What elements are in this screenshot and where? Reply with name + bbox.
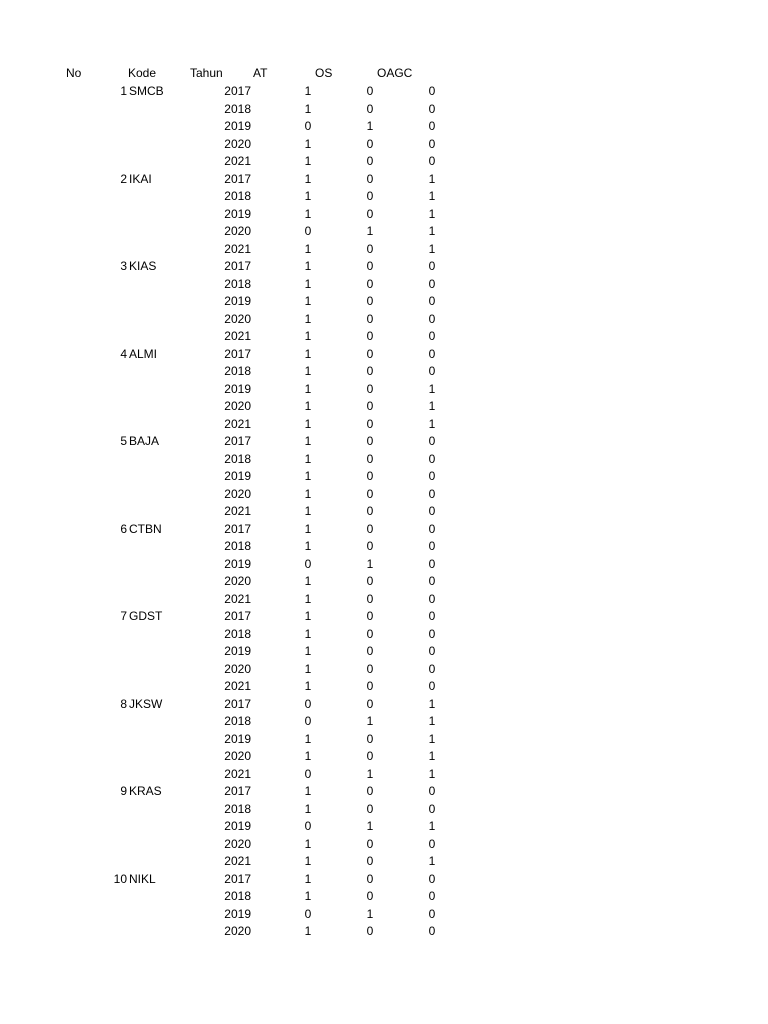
cell-tahun: 2017 xyxy=(224,784,251,798)
cell-tahun: 2019 xyxy=(224,469,251,483)
cell-at: 1 xyxy=(304,311,312,326)
cell-at: 1 xyxy=(304,381,312,396)
table-row xyxy=(0,521,768,539)
cell-os: 0 xyxy=(366,591,374,606)
cell-tahun: 2017 xyxy=(224,696,251,711)
cell-at: 0 xyxy=(304,766,312,781)
table-row xyxy=(0,311,768,329)
cell-tahun: 2018 xyxy=(224,539,251,553)
table-row xyxy=(0,451,768,469)
cell-tahun: 2017 xyxy=(224,434,251,448)
cell-os: 0 xyxy=(366,521,374,536)
cell-oagc: 0 xyxy=(428,626,436,641)
cell-at: 1 xyxy=(304,469,312,483)
cell-tahun: 2018 xyxy=(224,889,251,903)
cell-at: 1 xyxy=(304,101,312,116)
cell-no: 7 xyxy=(120,609,127,623)
cell-at: 0 xyxy=(304,119,312,133)
cell-tahun: 2018 xyxy=(224,451,251,466)
cell-at: 0 xyxy=(304,696,312,711)
cell-at: 1 xyxy=(304,399,312,413)
cell-at: 1 xyxy=(304,241,312,256)
table-row xyxy=(0,503,768,521)
cell-tahun: 2021 xyxy=(224,416,251,431)
cell-tahun: 2021 xyxy=(224,329,251,343)
table-row xyxy=(0,661,768,679)
table-row xyxy=(0,591,768,609)
cell-os: 1 xyxy=(366,766,374,781)
cell-tahun: 2019 xyxy=(224,119,251,133)
cell-oagc: 0 xyxy=(428,784,436,798)
cell-at: 1 xyxy=(304,171,312,186)
cell-no: 5 xyxy=(120,434,127,448)
cell-at: 1 xyxy=(304,294,312,308)
cell-os: 0 xyxy=(366,801,374,816)
cell-oagc: 0 xyxy=(428,924,436,938)
cell-tahun: 2020 xyxy=(224,486,251,501)
cell-tahun: 2018 xyxy=(224,364,251,378)
cell-os: 0 xyxy=(366,609,374,623)
cell-oagc: 0 xyxy=(428,539,436,553)
cell-tahun: 2018 xyxy=(224,189,251,203)
cell-kode: IKAI xyxy=(129,171,152,186)
cell-kode: JKSW xyxy=(129,696,163,711)
cell-at: 1 xyxy=(304,259,312,273)
cell-os: 0 xyxy=(366,381,374,396)
cell-at: 1 xyxy=(304,889,312,903)
cell-tahun: 2017 xyxy=(224,84,251,98)
cell-os: 1 xyxy=(366,714,374,728)
table-row xyxy=(0,171,768,189)
cell-oagc: 1 xyxy=(428,854,436,868)
cell-tahun: 2017 xyxy=(224,521,251,536)
cell-tahun: 2020 xyxy=(224,136,251,151)
cell-tahun: 2020 xyxy=(224,924,251,938)
cell-oagc: 0 xyxy=(428,311,436,326)
table-row xyxy=(0,573,768,591)
table-body xyxy=(0,83,768,941)
cell-no: 2 xyxy=(120,171,127,186)
cell-oagc: 0 xyxy=(428,346,436,361)
table-row xyxy=(0,678,768,696)
cell-tahun: 2021 xyxy=(224,766,251,781)
cell-no: 3 xyxy=(120,259,127,273)
cell-os: 0 xyxy=(366,434,374,448)
cell-tahun: 2019 xyxy=(224,731,251,746)
cell-oagc: 0 xyxy=(428,609,436,623)
data-sheet xyxy=(0,64,768,941)
cell-at: 1 xyxy=(304,329,312,343)
cell-tahun: 2020 xyxy=(224,224,251,238)
table-row xyxy=(0,538,768,556)
cell-oagc: 1 xyxy=(428,819,436,833)
cell-os: 0 xyxy=(366,731,374,746)
cell-os: 0 xyxy=(366,469,374,483)
cell-at: 1 xyxy=(304,486,312,501)
table-row xyxy=(0,626,768,644)
cell-os: 0 xyxy=(366,644,374,658)
cell-at: 1 xyxy=(304,854,312,868)
cell-oagc: 0 xyxy=(428,259,436,273)
cell-os: 0 xyxy=(366,364,374,378)
table-row xyxy=(0,818,768,836)
cell-at: 1 xyxy=(304,189,312,203)
table-row xyxy=(0,293,768,311)
cell-oagc: 1 xyxy=(428,749,436,763)
cell-at: 1 xyxy=(304,504,312,518)
cell-kode: BAJA xyxy=(129,434,160,448)
cell-at: 1 xyxy=(304,871,312,886)
cell-at: 0 xyxy=(304,906,312,921)
column-header-at: AT xyxy=(253,66,268,80)
column-header-os: OS xyxy=(315,66,333,80)
cell-os: 1 xyxy=(366,224,374,238)
cell-oagc: 1 xyxy=(428,731,436,746)
column-header-no: No xyxy=(66,66,82,80)
header-row xyxy=(0,64,768,83)
cell-tahun: 2018 xyxy=(224,801,251,816)
cell-os: 0 xyxy=(366,294,374,308)
cell-at: 1 xyxy=(304,609,312,623)
cell-at: 1 xyxy=(304,591,312,606)
cell-oagc: 0 xyxy=(428,119,436,133)
table-row xyxy=(0,206,768,224)
cell-os: 1 xyxy=(366,556,374,571)
cell-os: 0 xyxy=(366,539,374,553)
table-row xyxy=(0,136,768,154)
cell-tahun: 2020 xyxy=(224,574,251,588)
cell-at: 1 xyxy=(304,136,312,151)
cell-tahun: 2018 xyxy=(224,101,251,116)
cell-at: 1 xyxy=(304,539,312,553)
cell-at: 1 xyxy=(304,574,312,588)
cell-oagc: 1 xyxy=(428,241,436,256)
table-row xyxy=(0,801,768,819)
cell-at: 1 xyxy=(304,416,312,431)
cell-at: 1 xyxy=(304,924,312,938)
table-row xyxy=(0,83,768,101)
cell-os: 0 xyxy=(366,154,374,168)
cell-os: 0 xyxy=(366,784,374,798)
cell-oagc: 0 xyxy=(428,486,436,501)
cell-os: 0 xyxy=(366,171,374,186)
cell-oagc: 0 xyxy=(428,644,436,658)
cell-os: 0 xyxy=(366,854,374,868)
cell-tahun: 2017 xyxy=(224,871,251,886)
table-row xyxy=(0,923,768,941)
cell-oagc: 0 xyxy=(428,556,436,571)
cell-oagc: 0 xyxy=(428,836,436,851)
cell-at: 1 xyxy=(304,206,312,221)
table-row xyxy=(0,398,768,416)
cell-oagc: 1 xyxy=(428,696,436,711)
table-row xyxy=(0,486,768,504)
cell-os: 0 xyxy=(366,486,374,501)
cell-tahun: 2018 xyxy=(224,714,251,728)
table-row xyxy=(0,696,768,714)
cell-oagc: 1 xyxy=(428,399,436,413)
cell-tahun: 2019 xyxy=(224,294,251,308)
cell-oagc: 1 xyxy=(428,381,436,396)
cell-oagc: 0 xyxy=(428,906,436,921)
cell-no: 1 xyxy=(120,84,127,98)
cell-oagc: 0 xyxy=(428,294,436,308)
table-row xyxy=(0,748,768,766)
cell-at: 1 xyxy=(304,731,312,746)
cell-os: 0 xyxy=(366,189,374,203)
cell-at: 1 xyxy=(304,451,312,466)
cell-no: 8 xyxy=(120,696,127,711)
cell-kode: GDST xyxy=(129,609,163,623)
cell-oagc: 0 xyxy=(428,154,436,168)
cell-oagc: 0 xyxy=(428,276,436,291)
cell-tahun: 2019 xyxy=(224,556,251,571)
cell-oagc: 0 xyxy=(428,871,436,886)
cell-tahun: 2018 xyxy=(224,276,251,291)
cell-tahun: 2021 xyxy=(224,504,251,518)
cell-tahun: 2018 xyxy=(224,626,251,641)
cell-oagc: 0 xyxy=(428,329,436,343)
cell-oagc: 0 xyxy=(428,364,436,378)
cell-at: 1 xyxy=(304,661,312,676)
table-row xyxy=(0,783,768,801)
table-row xyxy=(0,101,768,119)
cell-os: 0 xyxy=(366,889,374,903)
table-row xyxy=(0,433,768,451)
cell-os: 0 xyxy=(366,101,374,116)
cell-kode: ALMI xyxy=(129,346,158,361)
cell-tahun: 2020 xyxy=(224,399,251,413)
cell-os: 0 xyxy=(366,574,374,588)
table-row xyxy=(0,906,768,924)
cell-os: 0 xyxy=(366,626,374,641)
cell-at: 0 xyxy=(304,819,312,833)
cell-oagc: 0 xyxy=(428,136,436,151)
cell-os: 0 xyxy=(366,871,374,886)
cell-at: 1 xyxy=(304,434,312,448)
table-row xyxy=(0,468,768,486)
table-row xyxy=(0,328,768,346)
cell-at: 1 xyxy=(304,801,312,816)
cell-os: 0 xyxy=(366,136,374,151)
cell-tahun: 2021 xyxy=(224,591,251,606)
cell-oagc: 0 xyxy=(428,101,436,116)
table-row xyxy=(0,836,768,854)
cell-at: 1 xyxy=(304,836,312,851)
cell-tahun: 2021 xyxy=(224,154,251,168)
cell-kode: KIAS xyxy=(129,259,157,273)
cell-at: 0 xyxy=(304,224,312,238)
cell-os: 0 xyxy=(366,416,374,431)
cell-os: 0 xyxy=(366,399,374,413)
cell-oagc: 1 xyxy=(428,171,436,186)
cell-no: 10 xyxy=(113,871,127,886)
cell-os: 0 xyxy=(366,504,374,518)
cell-oagc: 0 xyxy=(428,574,436,588)
cell-at: 1 xyxy=(304,626,312,641)
cell-tahun: 2019 xyxy=(224,819,251,833)
cell-no: 4 xyxy=(120,346,127,361)
cell-tahun: 2019 xyxy=(224,906,251,921)
cell-tahun: 2021 xyxy=(224,854,251,868)
table-row xyxy=(0,258,768,276)
table-row xyxy=(0,276,768,294)
cell-kode: KRAS xyxy=(129,784,162,798)
cell-os: 0 xyxy=(366,451,374,466)
cell-tahun: 2020 xyxy=(224,311,251,326)
table-row xyxy=(0,888,768,906)
table-row xyxy=(0,346,768,364)
cell-os: 0 xyxy=(366,276,374,291)
column-header-oagc: OAGC xyxy=(377,66,413,80)
cell-kode: NIKL xyxy=(129,871,156,886)
table-row xyxy=(0,556,768,574)
cell-tahun: 2021 xyxy=(224,241,251,256)
cell-kode: CTBN xyxy=(129,521,162,536)
cell-os: 0 xyxy=(366,206,374,221)
table-row xyxy=(0,241,768,259)
cell-oagc: 0 xyxy=(428,434,436,448)
cell-os: 0 xyxy=(366,679,374,693)
table-row xyxy=(0,608,768,626)
cell-at: 1 xyxy=(304,346,312,361)
table-row xyxy=(0,223,768,241)
cell-oagc: 1 xyxy=(428,189,436,203)
cell-os: 1 xyxy=(366,119,374,133)
cell-tahun: 2017 xyxy=(224,609,251,623)
cell-at: 1 xyxy=(304,364,312,378)
cell-oagc: 0 xyxy=(428,451,436,466)
cell-oagc: 0 xyxy=(428,801,436,816)
table-row xyxy=(0,153,768,171)
cell-at: 0 xyxy=(304,556,312,571)
cell-oagc: 0 xyxy=(428,591,436,606)
cell-os: 0 xyxy=(366,329,374,343)
cell-at: 1 xyxy=(304,276,312,291)
cell-tahun: 2020 xyxy=(224,749,251,763)
cell-kode: SMCB xyxy=(129,84,164,98)
cell-at: 1 xyxy=(304,521,312,536)
cell-oagc: 1 xyxy=(428,714,436,728)
table-row xyxy=(0,363,768,381)
cell-oagc: 1 xyxy=(428,416,436,431)
table-row xyxy=(0,713,768,731)
cell-oagc: 1 xyxy=(428,766,436,781)
cell-os: 0 xyxy=(366,661,374,676)
cell-oagc: 0 xyxy=(428,84,436,98)
cell-oagc: 0 xyxy=(428,521,436,536)
table-row xyxy=(0,416,768,434)
table-row xyxy=(0,381,768,399)
cell-oagc: 0 xyxy=(428,889,436,903)
cell-tahun: 2017 xyxy=(224,259,251,273)
cell-os: 0 xyxy=(366,259,374,273)
table-row xyxy=(0,188,768,206)
cell-at: 0 xyxy=(304,714,312,728)
column-header-tahun: Tahun xyxy=(190,66,223,80)
cell-os: 0 xyxy=(366,696,374,711)
cell-at: 1 xyxy=(304,679,312,693)
cell-at: 1 xyxy=(304,154,312,168)
cell-tahun: 2019 xyxy=(224,644,251,658)
cell-os: 0 xyxy=(366,346,374,361)
table-row xyxy=(0,766,768,784)
table-row xyxy=(0,643,768,661)
cell-tahun: 2017 xyxy=(224,171,251,186)
cell-os: 0 xyxy=(366,241,374,256)
table-row xyxy=(0,853,768,871)
cell-tahun: 2020 xyxy=(224,661,251,676)
cell-oagc: 1 xyxy=(428,224,436,238)
cell-oagc: 0 xyxy=(428,469,436,483)
table-row xyxy=(0,118,768,136)
table-row xyxy=(0,871,768,889)
cell-no: 9 xyxy=(120,784,127,798)
cell-tahun: 2019 xyxy=(224,381,251,396)
cell-os: 0 xyxy=(366,924,374,938)
cell-at: 1 xyxy=(304,84,312,98)
column-header-kode: Kode xyxy=(128,66,157,80)
cell-os: 1 xyxy=(366,819,374,833)
cell-oagc: 0 xyxy=(428,661,436,676)
cell-tahun: 2017 xyxy=(224,346,251,361)
cell-oagc: 0 xyxy=(428,504,436,518)
cell-oagc: 0 xyxy=(428,679,436,693)
cell-at: 1 xyxy=(304,784,312,798)
cell-tahun: 2019 xyxy=(224,206,251,221)
cell-at: 1 xyxy=(304,749,312,763)
cell-no: 6 xyxy=(120,521,127,536)
cell-os: 0 xyxy=(366,749,374,763)
cell-os: 1 xyxy=(366,906,374,921)
cell-os: 0 xyxy=(366,836,374,851)
cell-tahun: 2020 xyxy=(224,836,251,851)
cell-at: 1 xyxy=(304,644,312,658)
cell-os: 0 xyxy=(366,84,374,98)
cell-os: 0 xyxy=(366,311,374,326)
cell-oagc: 1 xyxy=(428,206,436,221)
table-row xyxy=(0,731,768,749)
cell-tahun: 2021 xyxy=(224,679,251,693)
